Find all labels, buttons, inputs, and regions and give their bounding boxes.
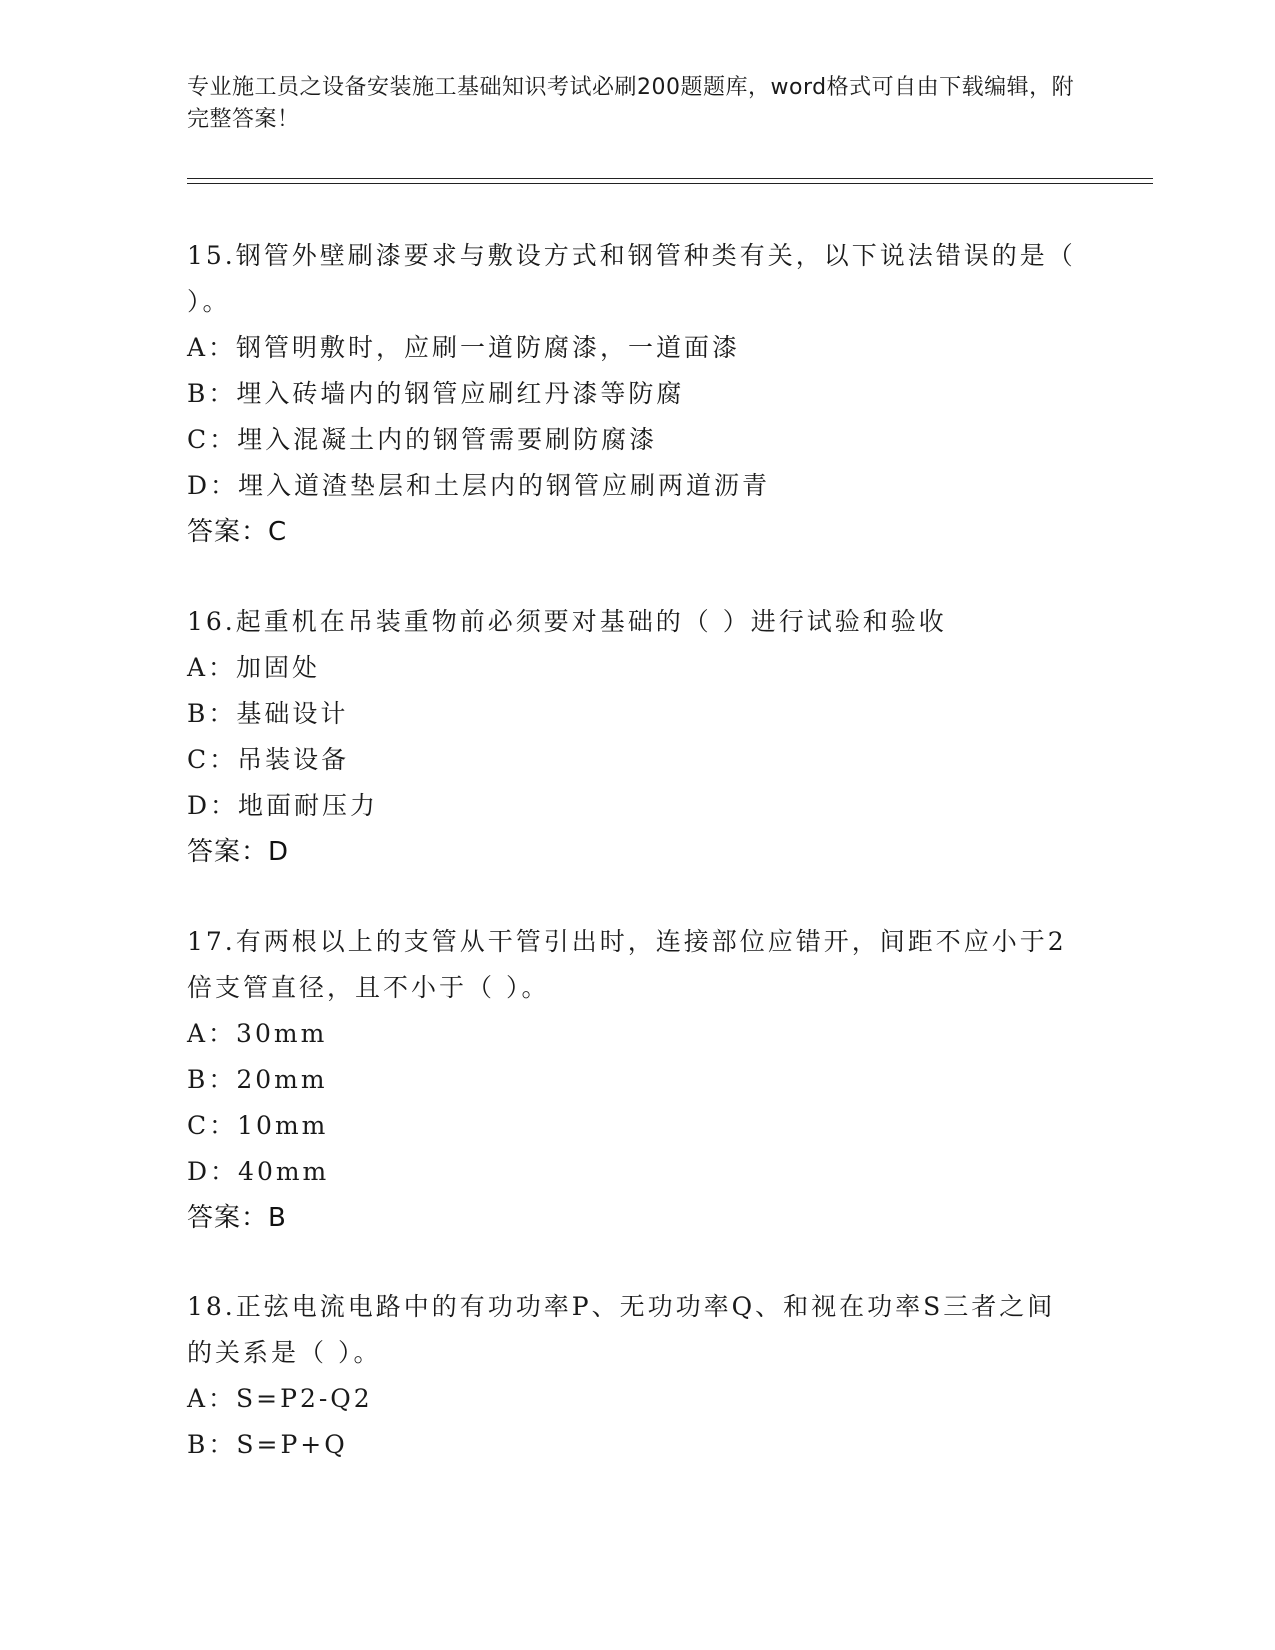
- question-18: [187, 1284, 1077, 1468]
- option-b: B：20mm: [187, 1065, 328, 1094]
- header-rule-bottom: [187, 183, 1153, 184]
- document-header: 专业施工员之设备安装施工基础知识考试必刷200题题库，word格式可自由下载编辑，附完整答案！: [187, 75, 1075, 132]
- option-b: B：埋入砖墙内的钢管应刷红丹漆等防腐: [187, 379, 685, 408]
- answer: 答案：D: [187, 837, 290, 867]
- option-a: A：S=P2-Q2: [187, 1384, 373, 1413]
- answer: 答案：C: [187, 517, 288, 547]
- option-d: D：40mm: [187, 1157, 330, 1186]
- option-c: C：10mm: [187, 1111, 329, 1140]
- option-c: C：吊装设备: [187, 745, 350, 774]
- option-d: D：埋入道渣垫层和土层内的钢管应刷两道沥青: [187, 471, 771, 500]
- option-a: A：30mm: [187, 1019, 328, 1048]
- question-15: [187, 233, 1077, 555]
- question-17: [187, 919, 1077, 1241]
- question-stem: 17.有两根以上的支管从干管引出时，连接部位应错开，间距不应小于2倍支管直径，且不小于（ ）。: [187, 927, 1067, 1002]
- option-d: D：地面耐压力: [187, 791, 379, 820]
- option-a: A：加固处: [187, 653, 321, 682]
- option-b: B：基础设计: [187, 699, 349, 728]
- header-rule-top: [187, 178, 1153, 179]
- question-stem: 18.正弦电流电路中的有功功率P、无功功率Q、和视在功率S三者之间的关系是（ ）。: [187, 1292, 1056, 1367]
- option-c: C：埋入混凝土内的钢管需要刷防腐漆: [187, 425, 658, 454]
- question-stem: 16.起重机在吊装重物前必须要对基础的（ ）进行试验和验收: [187, 607, 947, 636]
- question-16: [187, 599, 1077, 875]
- answer: 答案：B: [187, 1203, 287, 1233]
- option-b: B：S=P+Q: [187, 1430, 348, 1459]
- option-a: A：钢管明敷时，应刷一道防腐漆，一道面漆: [187, 333, 741, 362]
- question-stem: 15.钢管外壁刷漆要求与敷设方式和钢管种类有关，以下说法错误的是（ ）。: [187, 241, 1076, 316]
